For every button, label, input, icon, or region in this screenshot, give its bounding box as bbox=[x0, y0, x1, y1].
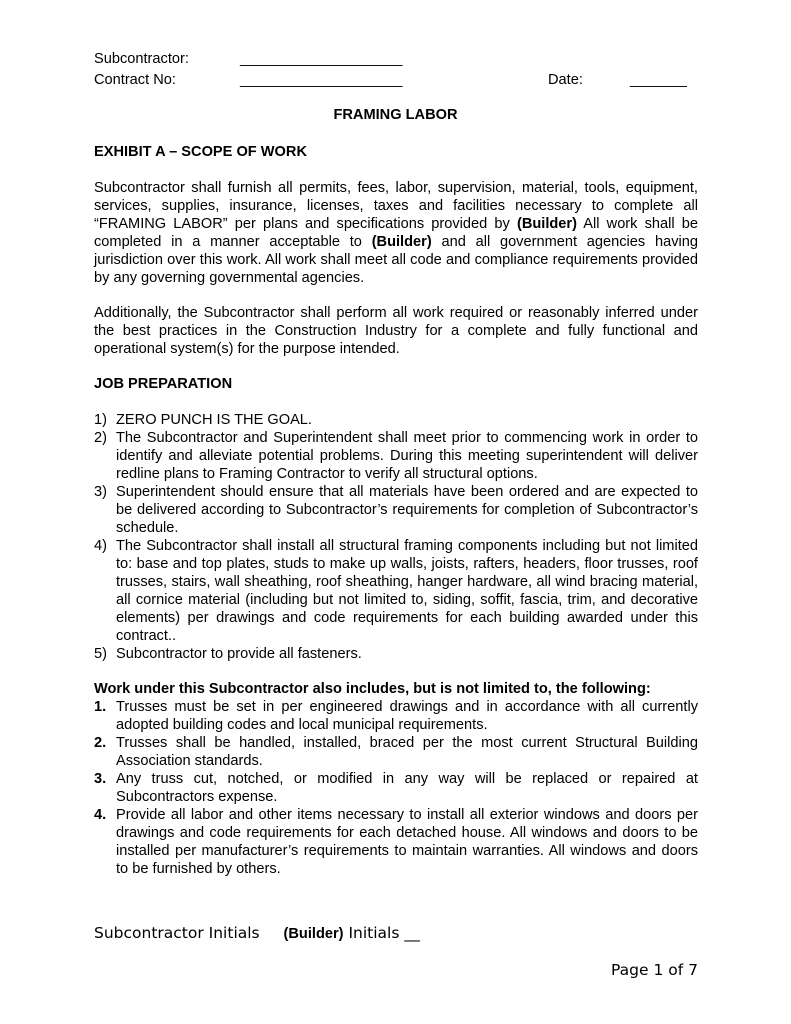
list-item-number: 3. bbox=[94, 771, 107, 787]
subcontractor-field-row bbox=[0, 50, 791, 68]
list-item-number: 4. bbox=[94, 807, 107, 823]
builder-placeholder-2: (Builder) bbox=[371, 234, 432, 250]
builder-placeholder-1: (Builder) bbox=[516, 216, 577, 232]
list-item bbox=[94, 645, 698, 663]
subcontractor-initials-label: Subcontractor Initials bbox=[94, 924, 260, 942]
scope-text-part-1: Subcontractor shall furnish all permits, fees, labor, supervision, material, tools, equipment, services, supplies, insurance, licenses, taxes and facilities necessary to complete all “FRAMING LABOR” per plans and specifications provided by bbox=[94, 180, 698, 232]
builder-placeholder-footer: (Builder) bbox=[283, 926, 344, 942]
list-item-number: 2. bbox=[94, 735, 107, 751]
list-item-number: 1) bbox=[94, 412, 107, 428]
contract-field-row bbox=[0, 71, 791, 89]
list-item bbox=[94, 734, 698, 770]
list-item-text: Superintendent should ensure that all materials have been ordered and are expected to be delivered according to Subcontractor’s requirements for completion of Subcontractor’s schedule. bbox=[116, 484, 698, 536]
builder-initials-label: Initials __ bbox=[343, 924, 420, 942]
list-item-text: Provide all labor and other items necessary to install all exterior windows and doors per drawings and code requirements for each detached house. All windows and doors to be installed per manufacturer’s requirements to maintain warranties. All windows and doors to be furnished by others. bbox=[116, 807, 698, 877]
list-item-number: 4) bbox=[94, 538, 107, 554]
list-item-text: The Subcontractor shall install all structural framing components including but not limited to: base and top plates, studs to make up walls, joists, rafters, headers, floor trusses, roof trusses, stairs, wall sheathing, roof sheathing, hanger hardware, all wind bracing material, all cornice material (including but not limited to, siding, soffit, fascia, trim, and decorative elements) per drawings and code requirements for each building awarded under this contract.. bbox=[116, 538, 698, 644]
date-blank-line: _______ bbox=[630, 72, 687, 88]
list-item bbox=[94, 411, 698, 429]
includes-list bbox=[94, 698, 698, 878]
list-item-number: 3) bbox=[94, 484, 107, 500]
contract-no-label: Contract No: bbox=[94, 72, 176, 88]
date-label: Date: bbox=[548, 72, 583, 88]
job-preparation-heading: JOB PREPARATION bbox=[94, 376, 233, 392]
list-item bbox=[94, 698, 698, 734]
list-item bbox=[94, 770, 698, 806]
list-item bbox=[94, 483, 698, 537]
list-item-number: 5) bbox=[94, 646, 107, 662]
list-item-text: Trusses must be set in per engineered drawings and in accordance with all currently adopted building codes and local municipal requirements. bbox=[116, 699, 698, 733]
job-preparation-list bbox=[94, 411, 698, 663]
scope-text-part-2: All work shall be completed in a manner acceptable to bbox=[94, 216, 698, 250]
list-item-text: Subcontractor to provide all fasteners. bbox=[116, 646, 362, 662]
additional-paragraph: Additionally, the Subcontractor shall perform all work required or reasonably inferred under the best practices in the Construction Industry for a complete and fully functional and operational system(s) for the purpose intended. bbox=[94, 305, 698, 357]
list-item-text: ZERO PUNCH IS THE GOAL. bbox=[116, 412, 312, 428]
includes-heading: Work under this Subcontractor also includes, but is not limited to, the following: bbox=[94, 681, 651, 697]
scope-text-part-3: and all government agencies having jurisdiction over this work. All work shall meet all code and compliance requirements provided by any governing governmental agencies. bbox=[94, 234, 698, 286]
initials-line bbox=[94, 924, 420, 943]
document-title: FRAMING LABOR bbox=[333, 107, 458, 123]
exhibit-heading: EXHIBIT A – SCOPE OF WORK bbox=[94, 144, 307, 160]
list-item bbox=[94, 537, 698, 645]
contract-no-blank-line: ____________________ bbox=[240, 72, 403, 88]
list-item-number: 2) bbox=[94, 430, 107, 446]
list-item-number: 1. bbox=[94, 699, 107, 715]
scope-paragraph bbox=[94, 179, 698, 287]
list-item bbox=[94, 806, 698, 878]
subcontractor-blank-line: ____________________ bbox=[240, 51, 403, 67]
list-item-text: Any truss cut, notched, or modified in any way will be replaced or repaired at Subcontractors expense. bbox=[116, 771, 698, 805]
subcontractor-label: Subcontractor: bbox=[94, 51, 189, 67]
list-item bbox=[94, 429, 698, 483]
page-number: Page 1 of 7 bbox=[611, 961, 698, 979]
list-item-text: The Subcontractor and Superintendent shall meet prior to commencing work in order to identify and alleviate potential problems. During this meeting superintendent will deliver redline plans to Framing Contractor to verify all structural options. bbox=[116, 430, 698, 482]
list-item-text: Trusses shall be handled, installed, braced per the most current Structural Building Association standards. bbox=[116, 735, 698, 769]
